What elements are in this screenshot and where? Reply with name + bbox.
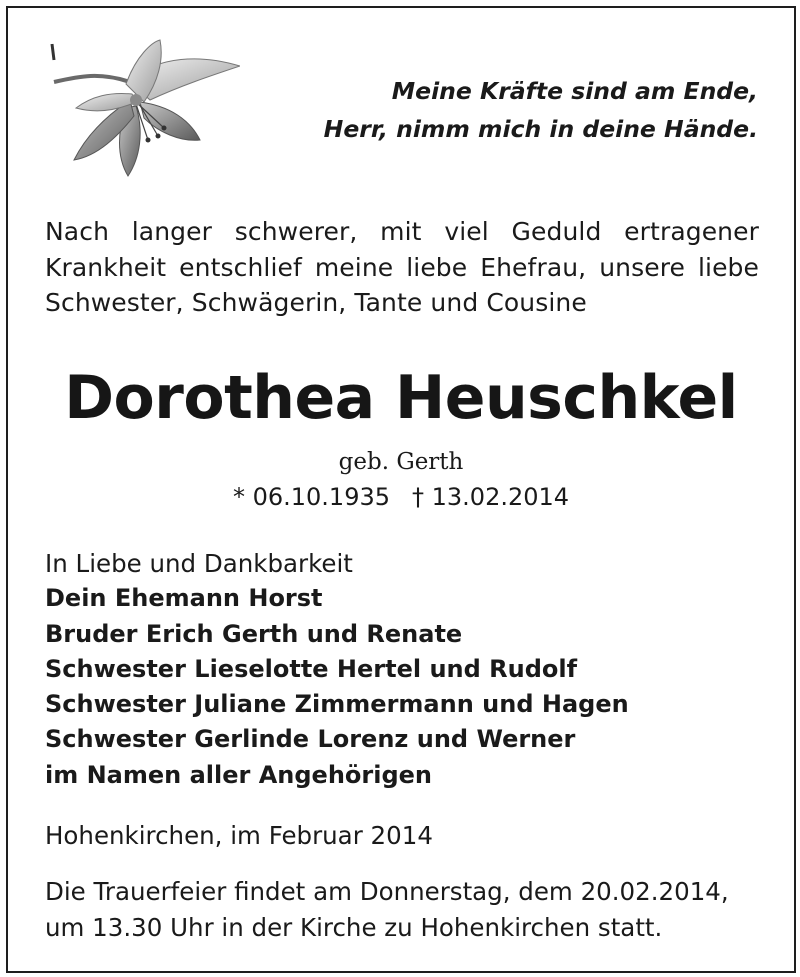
mourner-name: Schwester Juliane Zimmermann und Hagen: [45, 690, 629, 719]
life-dates: [8, 478, 794, 516]
mourners-list: [45, 546, 765, 793]
mourners-intro: In Liebe und Dankbarkeit: [45, 549, 353, 578]
service-line-2: um 13.30 Uhr in der Kirche zu Hohenkirchen statt.: [45, 912, 663, 942]
birth-date: * 06.10.1935: [232, 483, 390, 511]
intro-text: Nach langer schwerer, mit viel Geduld ertragener Krankheit entschlief meine liebe Ehefrau, unsere liebe Schwester, Schwägerin, Tante und Cousine: [45, 217, 759, 317]
verse-line-1: Meine Kräfte sind am Ende,: [391, 77, 758, 105]
death-date: † 13.02.2014: [412, 483, 570, 511]
mourner-name: Schwester Lieselotte Hertel und Rudolf: [45, 654, 578, 683]
funeral-service-info: [45, 874, 765, 945]
verse: [198, 72, 758, 148]
verse-line-2: Herr, nimm mich in deine Hände.: [323, 115, 758, 143]
mourner-name: Dein Ehemann Horst: [45, 584, 323, 613]
mourner-name: Schwester Gerlinde Lorenz und Werner: [45, 725, 576, 754]
birth-name: geb. Gerth: [338, 449, 464, 475]
mourner-name: im Namen aller Angehörigen: [45, 760, 433, 789]
obituary-notice: [6, 6, 796, 973]
service-line-1: Die Trauerfeier findet am Donnerstag, dem 20.02.2014,: [45, 877, 729, 906]
deceased-name: Dorothea Heuschkel: [64, 363, 738, 433]
mourner-name: Bruder Erich Gerth und Renate: [45, 619, 463, 648]
place-date: Hohenkirchen, im Februar 2014: [45, 821, 433, 850]
